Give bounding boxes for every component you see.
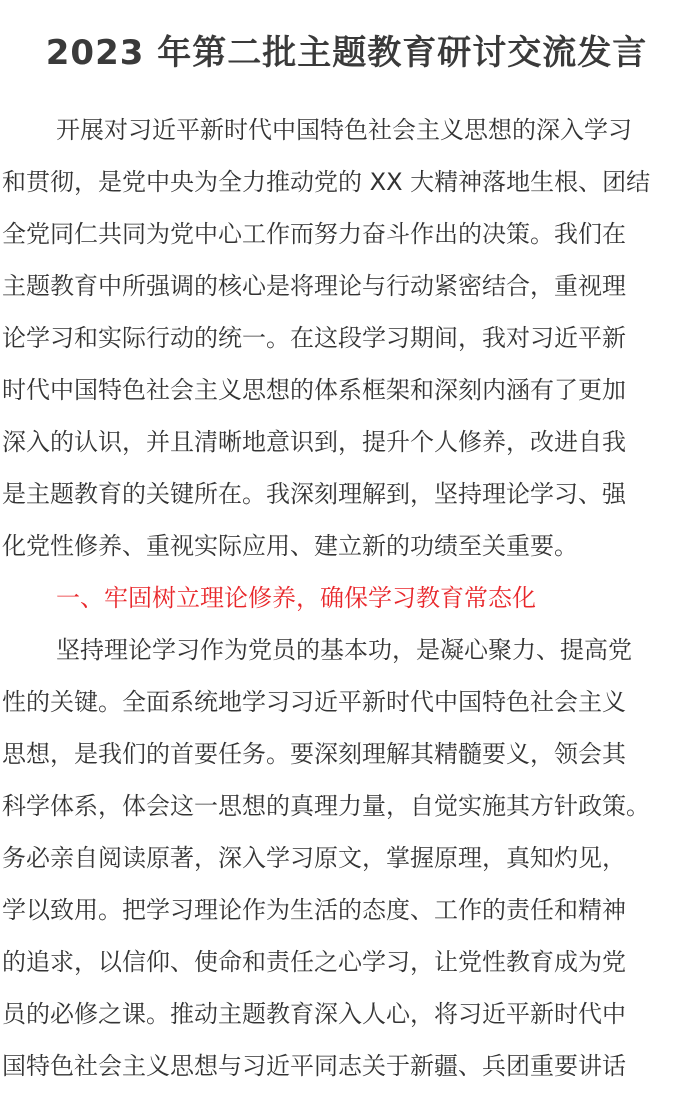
paragraph-line: 的追求，以信仰、使命和责任之心学习，让党性教育成为党 [2, 948, 626, 976]
paragraph-line: 化党性修养、重视实际应用、建立新的功绩至关重要。 [2, 532, 578, 560]
paragraph-line: 坚持理论学习作为党员的基本功，是凝心聚力、提高党 [56, 636, 632, 664]
section-heading: 一、牢固树立理论修养，确保学习教育常态化 [56, 584, 536, 612]
paragraph-line: 论学习和实际行动的统一。在这段学习期间，我对习近平新 [2, 324, 626, 352]
document-title: 2023 年第二批主题教育研讨交流发言 [45, 33, 648, 73]
paragraph-line: 科学体系，体会这一思想的真理力量，自觉实施其方针政策。 [2, 792, 650, 820]
paragraph-line: 是主题教育的关键所在。我深刻理解到，坚持理论学习、强 [2, 480, 626, 508]
paragraph-line: 务必亲自阅读原著，深入学习原文，掌握原理，真知灼见， [2, 844, 626, 872]
paragraph-line: 国特色社会主义思想与习近平同志关于新疆、兵团重要讲话 [2, 1052, 626, 1080]
paragraph-line: 时代中国特色社会主义思想的体系框架和深刻内涵有了更加 [2, 376, 626, 404]
paragraph-line: 学以致用。把学习理论作为生活的态度、工作的责任和精神 [2, 896, 626, 924]
paragraph-line: 深入的认识，并且清晰地意识到，提升个人修养，改进自我 [2, 428, 626, 456]
document-body [2, 104, 692, 1092]
paragraph-line: 主题教育中所强调的核心是将理论与行动紧密结合，重视理 [2, 272, 626, 300]
paragraph-line: 和贯彻，是党中央为全力推动党的 XX 大精神落地生根、团结 [2, 168, 651, 196]
paragraph-line: 全党同仁共同为党中心工作而努力奋斗作出的决策。我们在 [2, 220, 626, 248]
paragraph-line: 性的关键。全面系统地学习习近平新时代中国特色社会主义 [2, 688, 626, 716]
paragraph-line: 员的必修之课。推动主题教育深入人心，将习近平新时代中 [2, 1000, 626, 1028]
paragraph-line: 思想，是我们的首要任务。要深刻理解其精髓要义，领会其 [2, 740, 626, 768]
paragraph-line: 开展对习近平新时代中国特色社会主义思想的深入学习 [56, 116, 632, 144]
